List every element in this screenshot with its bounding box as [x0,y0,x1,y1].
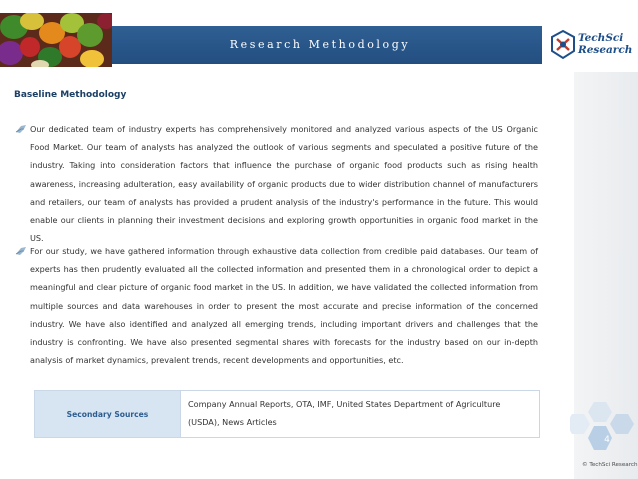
logo-text [578,32,632,56]
section-title: Baseline Methodology [14,90,127,100]
copyright-text: © TechSci Research [582,462,638,468]
header [0,0,638,72]
methodology-paragraph-1: Our dedicated team of industry experts has comprehensively monitored and analyzed various aspects of the US Organic Food Market. Our team of analysts has analyzed the outlook of various segments and speculated a positive future of the industry. Taking into consideration factors that influence the purchase of organic food products such as rising health awareness, increasing adulteration, easy availability of organic products due to wider distribution channel of manufacturers and retailers, our team of analysts has provided a prudent analysis of the industry's performance in the future. This would enable our clients in planning their investment decisions and exploring growth opportunities in organic food market in the US. [30,124,538,244]
bullet-arrow-icon [15,124,27,134]
logo-mark-icon [548,28,578,62]
bullet-arrow-icon [15,246,27,256]
sources-value-cell: Company Annual Reports, OTA, IMF, United States Department of Agriculture (USDA), News Articles [181,391,540,438]
vegetables-image [0,13,112,67]
page-title: Research Methodology [229,38,411,51]
techsci-logo [548,28,632,62]
logo-line-2: Research [578,44,633,56]
page-number: 4 [604,435,610,445]
methodology-paragraph-2: For our study, we have gathered information through exhaustive data collection from credible paid databases. Our team of experts has then prudently evaluated all the collected information and presented them in a chronological order to depict a meaningful and clear picture of organic food market in the US. In addition, we have validated the collected information from multiple sources and data warehouses in order to present the most accurate and precise information of the concerned industry. We have also identified and analyzed all emerging trends, including important drivers and challenges that the industry is confronting. We have also presented segmental shares with forecasts for the industry based on our in-depth analysis of market dynamics, prevalent trends, recent developments and opportunities, etc. [30,246,538,366]
sources-label-cell: Secondary Sources [35,391,181,438]
logo-line-1: TechSci [578,32,624,44]
sources-table [34,390,540,438]
table-row [35,391,540,438]
hexagon-decoration-icon [570,400,638,460]
